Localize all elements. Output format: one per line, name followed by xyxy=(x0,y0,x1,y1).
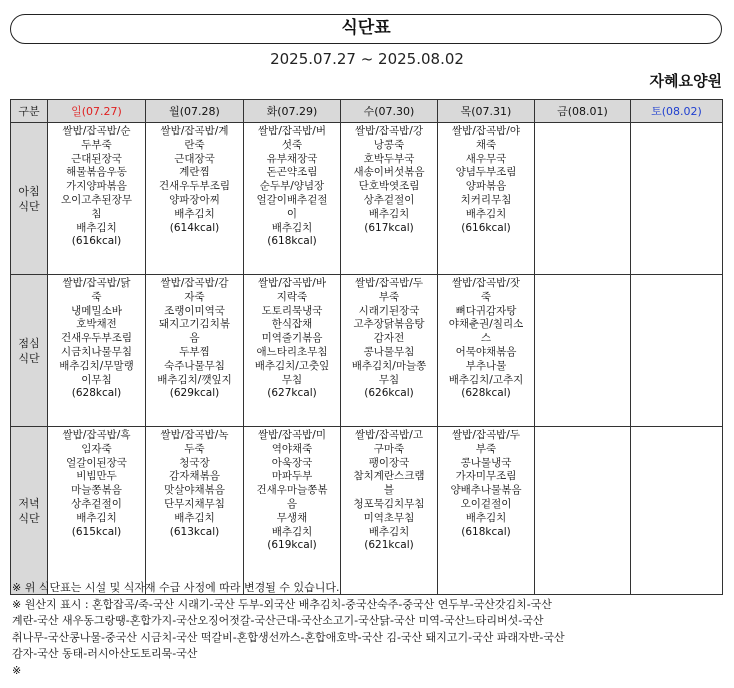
menu-item: 임자죽 xyxy=(81,442,112,455)
menu-item: 이 xyxy=(286,207,298,220)
meal-label-line: 저녁 xyxy=(18,496,40,510)
menu-item: (616kcal) xyxy=(461,221,511,234)
menu-item: 얼갈이배추겉절 xyxy=(256,193,328,206)
menu-item: 맛살야채볶음 xyxy=(164,484,225,497)
menu-item: 건새우두부조림 xyxy=(60,332,132,345)
menu-item: 청포묵김치무침 xyxy=(353,497,425,510)
meal-row xyxy=(11,123,723,275)
menu-item: 침 xyxy=(91,207,102,220)
meal-label-line: 아침 xyxy=(18,184,40,198)
menu-item: 부추나물 xyxy=(465,359,507,372)
menu-item: 쌀밥/잡곡밥/두 xyxy=(355,277,423,289)
menu-item: 죽 xyxy=(480,290,492,303)
menu-item: 무생채 xyxy=(276,511,308,524)
menu-item: 두죽 xyxy=(184,442,205,455)
header-row xyxy=(11,100,723,123)
menu-item: 호박채전 xyxy=(76,318,117,331)
menu-item: 죽 xyxy=(91,290,102,303)
menu-item: 참치계란스크램 xyxy=(353,470,425,483)
menu-item: 가지양파볶음 xyxy=(66,180,127,193)
menu-item: 쌀밥/잡곡밥/순 xyxy=(62,125,131,137)
menu-item: 자죽 xyxy=(184,290,205,303)
menu-item: 콩나물냉국 xyxy=(460,456,512,469)
menu-item: 청국장 xyxy=(179,456,210,469)
menu-item: 조랭이미역국 xyxy=(164,304,225,317)
menu-item: 새송이버섯볶음 xyxy=(353,166,425,179)
menu-item: 쌀밥/잡곡밥/두 xyxy=(452,429,520,441)
menu-item: (629kcal) xyxy=(169,387,220,400)
menu-item: 미역줄기볶음 xyxy=(261,332,323,345)
menu-item: 호박두부국 xyxy=(363,152,415,165)
menu-item: 도토리묵냉국 xyxy=(261,304,323,317)
day-header-sat: 토(08.02) xyxy=(631,100,723,123)
menu-item: 부죽 xyxy=(475,442,497,455)
menu-cell-wed xyxy=(341,427,438,595)
day-header-tue: 화(07.29) xyxy=(244,100,341,123)
menu-item: 쌀밥/잡곡밥/닭 xyxy=(62,277,131,289)
menu-item: 아욱장국 xyxy=(271,456,313,469)
menu-item: 단무지채무침 xyxy=(164,497,225,510)
menu-item: 순두부/양념장 xyxy=(259,180,325,193)
menu-item: (628kcal) xyxy=(461,387,511,400)
menu-item: 역야채죽 xyxy=(271,442,313,455)
menu-cell-sun xyxy=(48,123,146,275)
menu-item: 쌀밥/잡곡밥/강 xyxy=(355,125,423,137)
menu-item: 비빔만두 xyxy=(76,470,117,483)
menu-cell-tue xyxy=(244,275,341,427)
menu-item: (626kcal) xyxy=(364,387,414,400)
meal-row xyxy=(11,275,723,427)
menu-cell-thu xyxy=(438,123,535,275)
menu-item: 배추김치 xyxy=(271,525,313,538)
menu-item: (628kcal) xyxy=(71,387,122,400)
menu-item: 감자전 xyxy=(373,332,405,345)
date-range: 2025.07.27 ~ 2025.08.02 xyxy=(270,50,464,68)
menu-item: 쌀밥/잡곡밥/감 xyxy=(160,277,229,289)
menu-item: 미역초무침 xyxy=(363,511,415,524)
menu-item: 쌀밥/잡곡밥/흑 xyxy=(62,429,131,441)
menu-cell-mon xyxy=(146,427,244,595)
menu-item: 돈곤약조림 xyxy=(266,166,318,179)
menu-item: 두부죽 xyxy=(81,138,112,151)
menu-item: 근대된장국 xyxy=(71,152,122,165)
menu-item: 블 xyxy=(383,484,395,497)
menu-item: 냉메밀소바 xyxy=(71,304,122,317)
menu-item: 배추김치 xyxy=(368,207,410,220)
meal-label-line: 식단 xyxy=(18,351,40,365)
meal-label xyxy=(11,275,48,427)
menu-cell-sun xyxy=(48,427,146,595)
menu-item: 배추김치 xyxy=(174,511,215,524)
meal-row xyxy=(11,427,723,595)
menu-item: 무침 xyxy=(281,373,303,386)
menu-item: 얼갈이된장국 xyxy=(66,456,127,469)
menu-item: 유부채장국 xyxy=(266,152,318,165)
menu-cell-wed xyxy=(341,275,438,427)
menu-item: 배추김치 xyxy=(465,511,507,524)
menu-item: 음 xyxy=(286,497,298,510)
menu-item: 어묵야채볶음 xyxy=(455,345,517,358)
menu-item: 새우무국 xyxy=(465,152,507,165)
menu-cell-fri xyxy=(535,275,631,427)
menu-item: 상추겉절이 xyxy=(71,497,122,510)
menu-item: (618kcal) xyxy=(461,525,511,538)
note-line: 계란-국산 새우동그랑땡-혼합가지-국산오징어젓갈-국산근대-국산소고기-국산닭-국산 미역-국산느타리버섯-국산 xyxy=(12,614,544,627)
menu-item: 쌀밥/잡곡밥/버 xyxy=(258,125,326,137)
menu-item: 한식잡채 xyxy=(271,318,313,331)
menu-cell-sat xyxy=(631,427,723,595)
day-header-thu: 목(07.31) xyxy=(438,100,535,123)
menu-item: 돼지고기김치볶 xyxy=(158,318,230,331)
menu-item: 이무침 xyxy=(81,373,112,386)
day-header-mon: 월(07.28) xyxy=(146,100,244,123)
menu-item: 구마죽 xyxy=(373,442,405,455)
menu-item: 건새우두부조림 xyxy=(158,180,230,193)
menu-item: 배추김치 xyxy=(76,221,117,234)
menu-cell-wed xyxy=(341,123,438,275)
menu-item: 시금치나물무침 xyxy=(60,345,132,358)
menu-item: 해물볶음우동 xyxy=(66,166,127,179)
note-line: 감자-국산 동태-러시아산도토리묵-국산 xyxy=(12,647,198,660)
menu-cell-thu xyxy=(438,275,535,427)
menu-item: 오이고추된장무 xyxy=(60,193,132,206)
menu-item: 음 xyxy=(189,332,200,345)
menu-item: 감자채볶음 xyxy=(169,470,220,483)
menu-item: 고추장닭볶음탕 xyxy=(353,318,425,331)
menu-item: (621kcal) xyxy=(364,539,414,552)
menu-cell-sat xyxy=(631,275,723,427)
menu-item: (618kcal) xyxy=(267,235,317,248)
menu-item: 상추겉절이 xyxy=(363,193,415,206)
menu-item: (617kcal) xyxy=(364,221,414,234)
menu-item: (619kcal) xyxy=(267,539,317,552)
menu-item: 배추김치/고춧잎 xyxy=(254,359,330,372)
menu-item: 배추김치/마늘쫑 xyxy=(351,359,427,372)
day-header-sun: 일(07.27) xyxy=(48,100,146,123)
menu-item: 배추김치 xyxy=(271,221,313,234)
menu-cell-sun xyxy=(48,275,146,427)
meal-label xyxy=(11,427,48,595)
note-line: 취나무-국산콩나물-중국산 시금치-국산 떡갈비-혼합생선까스-혼합애호박-국산 김-국산 돼지고기-국산 파래자반-국산 xyxy=(12,630,565,644)
menu-item: 두부찜 xyxy=(179,345,210,358)
menu-item: 뼈다귀감자탕 xyxy=(455,304,517,317)
menu-item: 팽이장국 xyxy=(368,456,410,469)
menu-cell-mon xyxy=(146,275,244,427)
meal-label-line: 식단 xyxy=(18,511,40,525)
menu-item: 야채춘권/칠리소 xyxy=(448,318,524,331)
menu-item: 배추김치/깻잎지 xyxy=(157,373,232,386)
menu-item: (627kcal) xyxy=(267,387,317,400)
menu-item: 쌀밥/잡곡밥/야 xyxy=(452,125,520,137)
menu-item: 란죽 xyxy=(184,138,205,151)
menu-item: 쌀밥/잡곡밥/계 xyxy=(160,125,229,137)
note-line: ※ xyxy=(12,663,22,677)
meal-label-line: 식단 xyxy=(18,199,40,213)
menu-item: 배추김치 xyxy=(76,511,117,524)
menu-item: 쌀밥/잡곡밥/녹 xyxy=(160,429,229,441)
menu-item: 배추김치 xyxy=(465,207,507,220)
menu-item: 배추김치/고추지 xyxy=(448,373,524,386)
menu-cell-fri xyxy=(535,123,631,275)
menu-item: 숙주나물무침 xyxy=(164,359,225,372)
note-line: ※ 원산지 표시 : 혼합잡곡/죽-국산 시래기-국산 두부-외국산 배추김치-중국산숙주-중국산 연두부-국산갓김치-국산 xyxy=(12,597,552,611)
menu-item: 단호박엿조림 xyxy=(358,180,420,193)
menu-item: 배추김치/무말랭 xyxy=(59,359,134,372)
menu-item: 콩나물무침 xyxy=(363,345,415,358)
menu-item: 쌀밥/잡곡밥/고 xyxy=(355,429,423,441)
menu-item: 배추김치 xyxy=(368,525,410,538)
menu-item: 부죽 xyxy=(378,290,400,303)
category-header: 구분 xyxy=(11,100,48,123)
menu-item: 치커리무침 xyxy=(460,193,512,206)
menu-item: 채죽 xyxy=(475,138,497,151)
facility-name: 자혜요양원 xyxy=(649,72,722,90)
menu-cell-thu xyxy=(438,427,535,595)
menu-item: 마늘쫑볶음 xyxy=(71,484,122,497)
menu-cell-sat xyxy=(631,123,723,275)
menu-item: (614kcal) xyxy=(169,221,220,234)
menu-cell-fri xyxy=(535,427,631,595)
menu-item: 건새우마늘쫑볶 xyxy=(256,484,328,497)
menu-item: 쌀밥/잡곡밥/미 xyxy=(258,429,326,441)
menu-item: 낭콩죽 xyxy=(373,138,405,151)
menu-item: 근대장국 xyxy=(174,152,215,165)
menu-title: 식단표 xyxy=(10,14,722,44)
note-line: ※ 위 식단표는 시설 및 식자재 수급 사정에 따라 변경될 수 있습니다. xyxy=(12,581,340,594)
menu-item: 섯죽 xyxy=(281,138,303,151)
menu-cell-mon xyxy=(146,123,244,275)
menu-item: (616kcal) xyxy=(71,235,122,248)
menu-item: 쌀밥/잡곡밥/잣 xyxy=(452,277,520,289)
menu-cell-tue xyxy=(244,123,341,275)
menu-item: 마파두부 xyxy=(271,470,313,483)
menu-item: 배추김치 xyxy=(174,207,215,220)
menu-cell-tue xyxy=(244,427,341,595)
notes xyxy=(12,580,724,679)
menu-item: 양파볶음 xyxy=(465,180,507,193)
menu-item: 무침 xyxy=(378,373,400,386)
menu-item: 양배추나물볶음 xyxy=(450,484,522,497)
menu-item: 가자미무조림 xyxy=(455,470,517,483)
menu-item: 오이겉절이 xyxy=(460,497,512,510)
day-header-fri: 금(08.01) xyxy=(535,100,631,123)
menu-item: 애느타리초무침 xyxy=(256,345,328,358)
menu-item: 계란찜 xyxy=(179,166,210,179)
menu-item: 스 xyxy=(480,332,492,345)
menu-item: 양파장아찌 xyxy=(169,193,220,206)
menu-item: 지락죽 xyxy=(276,290,308,303)
meal-label-line: 점심 xyxy=(18,336,40,350)
meal-label xyxy=(11,123,48,275)
menu-item: (615kcal) xyxy=(71,525,122,538)
menu-item: 쌀밥/잡곡밥/바 xyxy=(258,277,326,289)
weekly-menu-table xyxy=(10,99,723,595)
menu-item: (613kcal) xyxy=(169,525,220,538)
day-header-wed: 수(07.30) xyxy=(341,100,438,123)
menu-item: 양념두부조림 xyxy=(455,166,517,179)
menu-item: 시래기된장국 xyxy=(358,304,420,317)
